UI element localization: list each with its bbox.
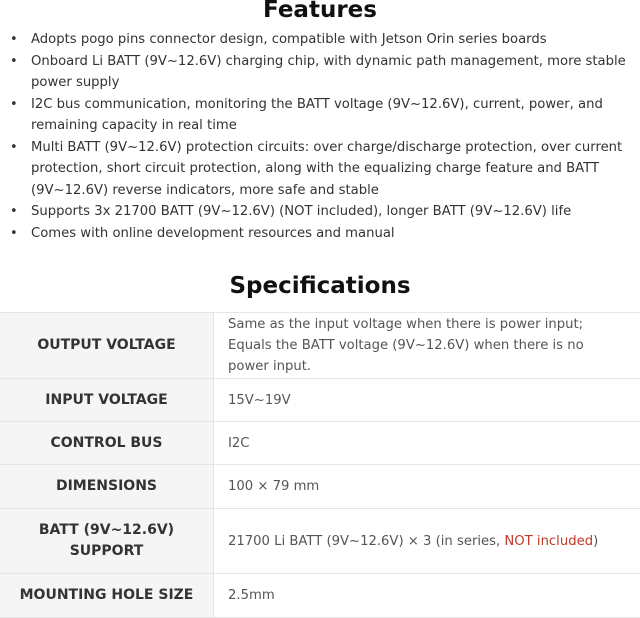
feature-text: Multi BATT (9V~12.6V) protection circuits: over charge/discharge protection, over current protection, short circuit protection, along with the equalizing charge feature and BATT (9V~12.6V) reverse indicators, more safe and stable bbox=[31, 140, 622, 198]
list-item bbox=[0, 51, 640, 94]
spec-value: 2.5mm bbox=[214, 574, 640, 618]
bullet-icon: • bbox=[10, 223, 18, 245]
features-heading: Features bbox=[0, 0, 640, 26]
spec-value: 100 × 79 mm bbox=[214, 465, 640, 509]
spec-label: CONTROL BUS bbox=[0, 422, 214, 465]
list-item bbox=[0, 201, 640, 223]
table-row bbox=[0, 574, 640, 618]
not-included-highlight: NOT included bbox=[504, 534, 593, 549]
spec-label: MOUNTING HOLE SIZE bbox=[0, 574, 214, 618]
list-item bbox=[0, 223, 640, 245]
spec-label-line: SUPPORT bbox=[70, 543, 144, 559]
table-row bbox=[0, 422, 640, 465]
list-item bbox=[0, 94, 640, 137]
bullet-icon: • bbox=[10, 94, 18, 116]
spec-value-text: 21700 Li BATT (9V~12.6V) × 3 (in series, bbox=[228, 534, 504, 549]
feature-text: Comes with online development resources and manual bbox=[31, 226, 395, 241]
spec-label bbox=[0, 509, 214, 574]
table-row bbox=[0, 379, 640, 422]
specifications-table bbox=[0, 312, 640, 618]
spec-label-line: BATT (9V~12.6V) bbox=[39, 522, 174, 538]
list-item bbox=[0, 29, 640, 51]
bullet-icon: • bbox=[10, 137, 18, 159]
spec-label: DIMENSIONS bbox=[0, 465, 214, 509]
table-row bbox=[0, 509, 640, 574]
spec-value: 15V~19V bbox=[214, 379, 640, 422]
spec-value-text: ) bbox=[593, 534, 598, 549]
spec-value bbox=[214, 509, 640, 574]
spec-label: INPUT VOLTAGE bbox=[0, 379, 214, 422]
table-row bbox=[0, 313, 640, 379]
bullet-icon: • bbox=[10, 51, 18, 73]
table-row bbox=[0, 465, 640, 509]
feature-text: Onboard Li BATT (9V~12.6V) charging chip, with dynamic path management, more stable power supply bbox=[31, 54, 626, 91]
spec-label: OUTPUT VOLTAGE bbox=[0, 313, 214, 379]
list-item bbox=[0, 137, 640, 202]
bullet-icon: • bbox=[10, 201, 18, 223]
feature-text: Supports 3x 21700 BATT (9V~12.6V) (NOT included), longer BATT (9V~12.6V) life bbox=[31, 204, 571, 219]
spec-value: Same as the input voltage when there is power input; Equals the BATT voltage (9V~12.6V) when there is no power input. bbox=[214, 313, 640, 379]
spec-value: I2C bbox=[214, 422, 640, 465]
bullet-icon: • bbox=[10, 29, 18, 51]
features-list bbox=[0, 29, 640, 244]
feature-text: Adopts pogo pins connector design, compatible with Jetson Orin series boards bbox=[31, 32, 547, 47]
specifications-heading: Specifications bbox=[0, 270, 640, 302]
feature-text: I2C bus communication, monitoring the BATT voltage (9V~12.6V), current, power, and remaining capacity in real time bbox=[31, 97, 603, 134]
